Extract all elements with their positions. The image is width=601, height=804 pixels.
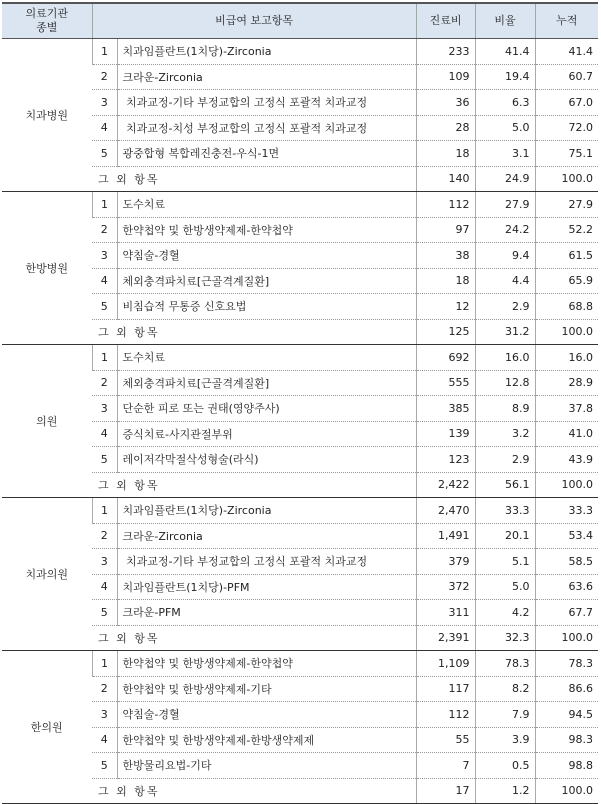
rank-cell: 1 <box>92 498 117 524</box>
institution-type-cell: 의원 <box>2 345 92 498</box>
table-row <box>2 90 598 116</box>
count-cell: 17 <box>416 778 475 804</box>
count-cell: 18 <box>416 268 475 294</box>
ratio-cell: 5.0 <box>475 115 535 141</box>
table-row <box>2 166 598 192</box>
cumulative-cell: 53.4 <box>535 523 598 549</box>
rank-cell: 3 <box>92 702 117 728</box>
count-cell: 12 <box>416 294 475 320</box>
ratio-cell: 32.3 <box>475 625 535 651</box>
institution-type-cell: 한방병원 <box>2 192 92 345</box>
cumulative-cell: 72.0 <box>535 115 598 141</box>
count-cell: 97 <box>416 217 475 243</box>
ratio-cell: 12.8 <box>475 370 535 396</box>
ratio-cell: 5.1 <box>475 549 535 575</box>
table-row <box>2 676 598 702</box>
cumulative-cell: 61.5 <box>535 243 598 269</box>
ratio-cell: 56.1 <box>475 472 535 498</box>
count-cell: 38 <box>416 243 475 269</box>
other-items-label: 그 외 항목 <box>92 166 416 192</box>
count-cell: 55 <box>416 727 475 753</box>
count-cell: 28 <box>416 115 475 141</box>
cumulative-cell: 58.5 <box>535 549 598 575</box>
ratio-cell: 6.3 <box>475 90 535 116</box>
cumulative-cell: 68.8 <box>535 294 598 320</box>
count-cell: 18 <box>416 141 475 167</box>
rank-cell: 3 <box>92 90 117 116</box>
item-name-cell: 치과임플란트(1치당)-PFM <box>117 574 416 600</box>
table-row <box>2 447 598 473</box>
count-cell: 123 <box>416 447 475 473</box>
ratio-cell: 7.9 <box>475 702 535 728</box>
table-row <box>2 115 598 141</box>
item-name-cell: 한방물리요법-기타 <box>117 753 416 779</box>
cumulative-cell: 98.8 <box>535 753 598 779</box>
cumulative-cell: 86.6 <box>535 676 598 702</box>
ratio-cell: 4.2 <box>475 600 535 626</box>
ratio-cell: 16.0 <box>475 345 535 371</box>
ratio-cell: 33.3 <box>475 498 535 524</box>
count-cell: 109 <box>416 64 475 90</box>
count-cell: 2,422 <box>416 472 475 498</box>
ratio-cell: 8.2 <box>475 676 535 702</box>
table-row <box>2 753 598 779</box>
cumulative-cell: 37.8 <box>535 396 598 422</box>
table-row <box>2 472 598 498</box>
rank-cell: 3 <box>92 243 117 269</box>
ratio-cell: 3.9 <box>475 727 535 753</box>
cumulative-cell: 33.3 <box>535 498 598 524</box>
item-name-cell: 치과교정-치성 부정교합의 고정식 포괄적 치과교정 <box>117 115 416 141</box>
table-row <box>2 702 598 728</box>
count-cell: 311 <box>416 600 475 626</box>
table-row <box>2 64 598 90</box>
item-name-cell: 단순한 피로 또는 권태(영양주사) <box>117 396 416 422</box>
table-row <box>2 192 598 218</box>
rank-cell: 4 <box>92 727 117 753</box>
cumulative-cell: 67.0 <box>535 90 598 116</box>
item-name-cell: 체외충격파치료[근골격계질환] <box>117 268 416 294</box>
cumulative-cell: 100.0 <box>535 319 598 345</box>
institution-type-cell: 치과의원 <box>2 498 92 651</box>
item-name-cell: 크라운-Zirconia <box>117 64 416 90</box>
item-name-cell: 도수치료 <box>117 345 416 371</box>
table-row <box>2 498 598 524</box>
table-row <box>2 243 598 269</box>
other-items-label: 그 외 항목 <box>92 778 416 804</box>
ratio-cell: 4.4 <box>475 268 535 294</box>
ratio-cell: 1.2 <box>475 778 535 804</box>
rank-cell: 5 <box>92 141 117 167</box>
count-cell: 1,109 <box>416 651 475 677</box>
rank-cell: 2 <box>92 64 117 90</box>
cumulative-cell: 43.9 <box>535 447 598 473</box>
ratio-cell: 27.9 <box>475 192 535 218</box>
ratio-cell: 9.4 <box>475 243 535 269</box>
ratio-cell: 20.1 <box>475 523 535 549</box>
item-name-cell: 치과임플란트(1치당)-Zirconia <box>117 39 416 65</box>
item-name-cell: 비침습적 무통증 신호요법 <box>117 294 416 320</box>
table-row <box>2 778 598 804</box>
rank-cell: 1 <box>92 192 117 218</box>
rank-cell: 3 <box>92 396 117 422</box>
table-row <box>2 421 598 447</box>
rank-cell: 5 <box>92 294 117 320</box>
rank-cell: 2 <box>92 523 117 549</box>
rank-cell: 5 <box>92 600 117 626</box>
cumulative-cell: 100.0 <box>535 472 598 498</box>
table-row <box>2 141 598 167</box>
count-cell: 2,470 <box>416 498 475 524</box>
item-name-cell: 레이저각막절삭성형술(라식) <box>117 447 416 473</box>
table-row <box>2 574 598 600</box>
cumulative-cell: 16.0 <box>535 345 598 371</box>
item-name-cell: 치과임플란트(1치당)-Zirconia <box>117 498 416 524</box>
ratio-cell: 24.2 <box>475 217 535 243</box>
rank-cell: 2 <box>92 217 117 243</box>
count-cell: 385 <box>416 396 475 422</box>
item-name-cell: 치과교정-기타 부정교합의 고정식 포괄적 치과교정 <box>117 90 416 116</box>
item-name-cell: 크라운-PFM <box>117 600 416 626</box>
ratio-cell: 78.3 <box>475 651 535 677</box>
cumulative-cell: 27.9 <box>535 192 598 218</box>
count-cell: 36 <box>416 90 475 116</box>
item-name-cell: 한약첩약 및 한방생약제제-한방생약제제 <box>117 727 416 753</box>
header-ratio: 비율 <box>475 3 535 39</box>
rank-cell: 3 <box>92 549 117 575</box>
other-items-label: 그 외 항목 <box>92 319 416 345</box>
ratio-cell: 31.2 <box>475 319 535 345</box>
table-row <box>2 294 598 320</box>
count-cell: 139 <box>416 421 475 447</box>
item-name-cell: 증식치료-사지관절부위 <box>117 421 416 447</box>
table-row <box>2 370 598 396</box>
table-row <box>2 727 598 753</box>
ratio-cell: 2.9 <box>475 447 535 473</box>
count-cell: 1,491 <box>416 523 475 549</box>
cumulative-cell: 41.4 <box>535 39 598 65</box>
institution-type-cell: 치과병원 <box>2 39 92 192</box>
cumulative-cell: 94.5 <box>535 702 598 728</box>
rank-cell: 1 <box>92 345 117 371</box>
count-cell: 2,391 <box>416 625 475 651</box>
cumulative-cell: 100.0 <box>535 625 598 651</box>
count-cell: 692 <box>416 345 475 371</box>
item-name-cell: 약침술-경혈 <box>117 243 416 269</box>
rank-cell: 5 <box>92 753 117 779</box>
cumulative-cell: 41.0 <box>535 421 598 447</box>
ratio-cell: 3.1 <box>475 141 535 167</box>
count-cell: 112 <box>416 192 475 218</box>
count-cell: 379 <box>416 549 475 575</box>
header-cumulative: 누적 <box>535 3 598 39</box>
table-row <box>2 39 598 65</box>
table-row <box>2 600 598 626</box>
ratio-cell: 24.9 <box>475 166 535 192</box>
cumulative-cell: 63.6 <box>535 574 598 600</box>
table-row <box>2 625 598 651</box>
header-row <box>2 3 598 39</box>
count-cell: 112 <box>416 702 475 728</box>
count-cell: 7 <box>416 753 475 779</box>
rank-cell: 4 <box>92 574 117 600</box>
non-covered-items-table <box>2 2 598 804</box>
item-name-cell: 한약첩약 및 한방생약제제-한약첩약 <box>117 217 416 243</box>
count-cell: 372 <box>416 574 475 600</box>
cumulative-cell: 100.0 <box>535 166 598 192</box>
count-cell: 555 <box>416 370 475 396</box>
cumulative-cell: 65.9 <box>535 268 598 294</box>
table-row <box>2 396 598 422</box>
table-row <box>2 268 598 294</box>
cumulative-cell: 98.3 <box>535 727 598 753</box>
table-body <box>2 39 598 804</box>
ratio-cell: 8.9 <box>475 396 535 422</box>
cumulative-cell: 67.7 <box>535 600 598 626</box>
cumulative-cell: 75.1 <box>535 141 598 167</box>
table-row <box>2 217 598 243</box>
rank-cell: 1 <box>92 39 117 65</box>
other-items-label: 그 외 항목 <box>92 625 416 651</box>
rank-cell: 5 <box>92 447 117 473</box>
count-cell: 125 <box>416 319 475 345</box>
table-row <box>2 523 598 549</box>
ratio-cell: 41.4 <box>475 39 535 65</box>
item-name-cell: 광중합형 복합레진충전-우식-1면 <box>117 141 416 167</box>
cumulative-cell: 52.2 <box>535 217 598 243</box>
count-cell: 117 <box>416 676 475 702</box>
rank-cell: 4 <box>92 115 117 141</box>
item-name-cell: 한약첩약 및 한방생약제제-한약첩약 <box>117 651 416 677</box>
ratio-cell: 5.0 <box>475 574 535 600</box>
header-count: 진료비 <box>416 3 475 39</box>
cumulative-cell: 60.7 <box>535 64 598 90</box>
table-row <box>2 319 598 345</box>
rank-cell: 2 <box>92 676 117 702</box>
rank-cell: 4 <box>92 421 117 447</box>
cumulative-cell: 28.9 <box>535 370 598 396</box>
table-row <box>2 345 598 371</box>
count-cell: 140 <box>416 166 475 192</box>
ratio-cell: 2.9 <box>475 294 535 320</box>
item-name-cell: 도수치료 <box>117 192 416 218</box>
item-name-cell: 크라운-Zirconia <box>117 523 416 549</box>
item-name-cell: 체외충격파치료[근골격계질환] <box>117 370 416 396</box>
rank-cell: 1 <box>92 651 117 677</box>
rank-cell: 2 <box>92 370 117 396</box>
ratio-cell: 0.5 <box>475 753 535 779</box>
item-name-cell: 치과교정-기타 부정교합의 고정식 포괄적 치과교정 <box>117 549 416 575</box>
cumulative-cell: 100.0 <box>535 778 598 804</box>
rank-cell: 4 <box>92 268 117 294</box>
count-cell: 233 <box>416 39 475 65</box>
table-row <box>2 549 598 575</box>
cumulative-cell: 78.3 <box>535 651 598 677</box>
item-name-cell: 한약첩약 및 한방생약제제-기타 <box>117 676 416 702</box>
item-name-cell: 약침술-경혈 <box>117 702 416 728</box>
institution-type-cell: 한의원 <box>2 651 92 804</box>
header-institution-type: 의료기관 종별 <box>2 3 92 39</box>
ratio-cell: 3.2 <box>475 421 535 447</box>
header-item: 비급여 보고항목 <box>92 3 416 39</box>
ratio-cell: 19.4 <box>475 64 535 90</box>
table-row <box>2 651 598 677</box>
other-items-label: 그 외 항목 <box>92 472 416 498</box>
